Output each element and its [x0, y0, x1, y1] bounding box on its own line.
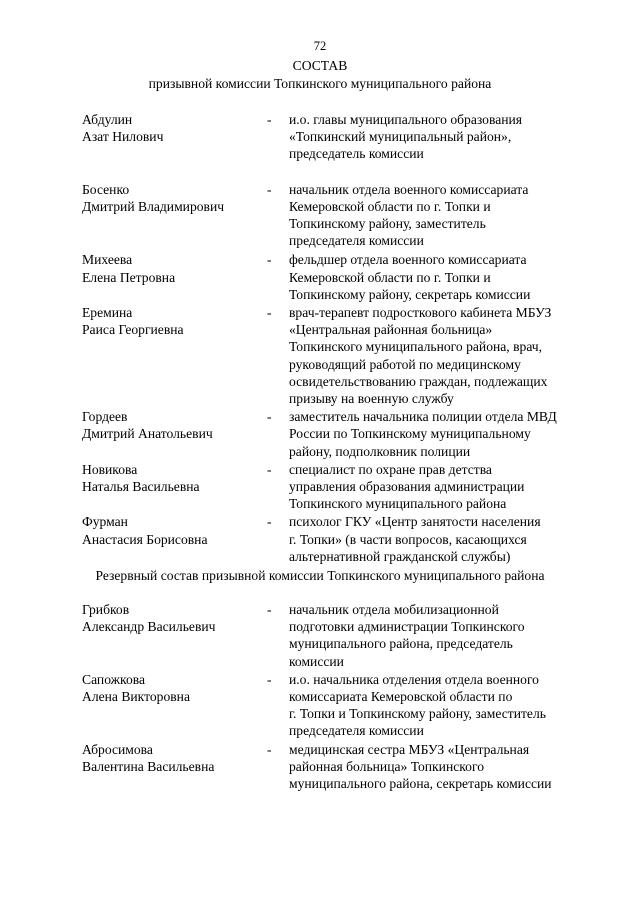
member-entry	[82, 304, 602, 407]
member-dash: -	[267, 409, 272, 425]
member-dash: -	[267, 671, 272, 687]
member-name	[82, 513, 267, 565]
document-subtitle: призывной комиссии Топкинского муниципального района	[148, 76, 492, 91]
member-surname: Грибков	[82, 602, 130, 617]
member-entry	[82, 741, 602, 793]
member-dash: -	[267, 602, 272, 617]
member-entry	[82, 111, 602, 163]
member-role: психолог ГКУ «Центр занятости населения г. Топки» (в части вопросов, касающихся альтернативной гражданской службы)	[289, 514, 541, 564]
member-given-names: Дмитрий Анатольевич	[82, 426, 213, 442]
member-name	[82, 304, 267, 407]
member-dash: -	[267, 252, 272, 268]
member-given-names: Александр Васильевич	[82, 619, 216, 635]
member-dash: -	[267, 305, 272, 321]
member-surname: Еремина	[82, 305, 133, 321]
member-name	[82, 181, 267, 250]
member-surname: Сапожкова	[82, 671, 146, 687]
member-dash: -	[267, 461, 272, 477]
member-role: фельдшер отдела военного комиссариата Кемеровской области по г. Топки и Топкинскому району, секретарь комиссии	[289, 252, 531, 302]
main-members-list	[82, 111, 602, 565]
member-given-names: Анастасия Борисовна	[82, 531, 208, 547]
member-role: начальник отдела мобилизационной подготовки администрации Топкинского муниципального района, председатель комиссии	[289, 602, 525, 669]
member-given-names: Наталья Васильевна	[82, 479, 200, 495]
member-given-names: Раиса Георгиевна	[82, 322, 184, 338]
member-given-names: Дмитрий Владимирович	[82, 198, 225, 214]
member-role: и.о. главы муниципального образования «Топкинский муниципальный район», председатель комиссии	[289, 112, 523, 162]
member-given-names: Алена Викторовна	[82, 689, 190, 705]
member-entry	[82, 251, 602, 303]
member-given-names: Елена Петровна	[82, 269, 176, 285]
member-entry	[82, 671, 602, 740]
reserve-section-heading: Резервный состав призывной комиссии Топкинского муниципального района	[95, 568, 545, 583]
member-entry	[82, 181, 602, 250]
member-surname: Абросимова	[82, 741, 153, 757]
member-name	[82, 408, 267, 460]
member-surname: Гордеев	[82, 409, 128, 425]
member-role: врач-терапевт подросткового кабинета МБУЗ «Центральная районная больница» Топкинского муниципального района, врач, руководящий работой по медицинскому освидетельствованию граждан, подлежащих призыву на военную службу	[289, 305, 552, 407]
member-name	[82, 601, 267, 670]
member-entry	[82, 461, 602, 513]
member-entry	[82, 408, 602, 460]
member-name	[82, 251, 267, 303]
member-role: и.о. начальника отделения отдела военного комиссариата Кемеровской области по г. Топки и Топкинскому району, заместитель председателя комиссии	[289, 671, 546, 739]
reserve-members-list	[82, 601, 602, 792]
member-surname: Абдулин	[82, 112, 133, 127]
member-entry	[82, 601, 602, 670]
member-name	[82, 741, 267, 793]
member-role: специалист по охране прав детства управления образования администрации Топкинского муниципального района	[289, 461, 525, 512]
member-name	[82, 671, 267, 740]
member-dash: -	[267, 112, 272, 127]
member-dash: -	[267, 741, 272, 757]
member-entry	[82, 513, 602, 565]
member-surname: Фурман	[82, 514, 128, 530]
member-name	[82, 111, 267, 163]
member-role: начальник отдела военного комиссариата Кемеровской области по г. Топки и Топкинскому району, заместитель председателя комиссии	[289, 181, 529, 249]
member-dash: -	[267, 514, 272, 530]
member-surname: Михеева	[82, 252, 133, 268]
member-role: заместитель начальника полиции отдела МВД России по Топкинскому муниципальному району, подполковник полиции	[289, 409, 557, 459]
member-surname: Босенко	[82, 181, 130, 197]
member-given-names: Валентина Васильевна	[82, 758, 215, 774]
member-surname: Новикова	[82, 461, 138, 477]
document-title: СОСТАВ	[292, 58, 348, 73]
member-given-names: Азат Нилович	[82, 129, 164, 145]
member-role: медицинская сестра МБУЗ «Центральная районная больница» Топкинского муниципального района, секретарь комиссии	[289, 741, 552, 792]
member-dash: -	[267, 181, 272, 197]
member-name	[82, 461, 267, 513]
page-number: 72	[313, 39, 327, 53]
